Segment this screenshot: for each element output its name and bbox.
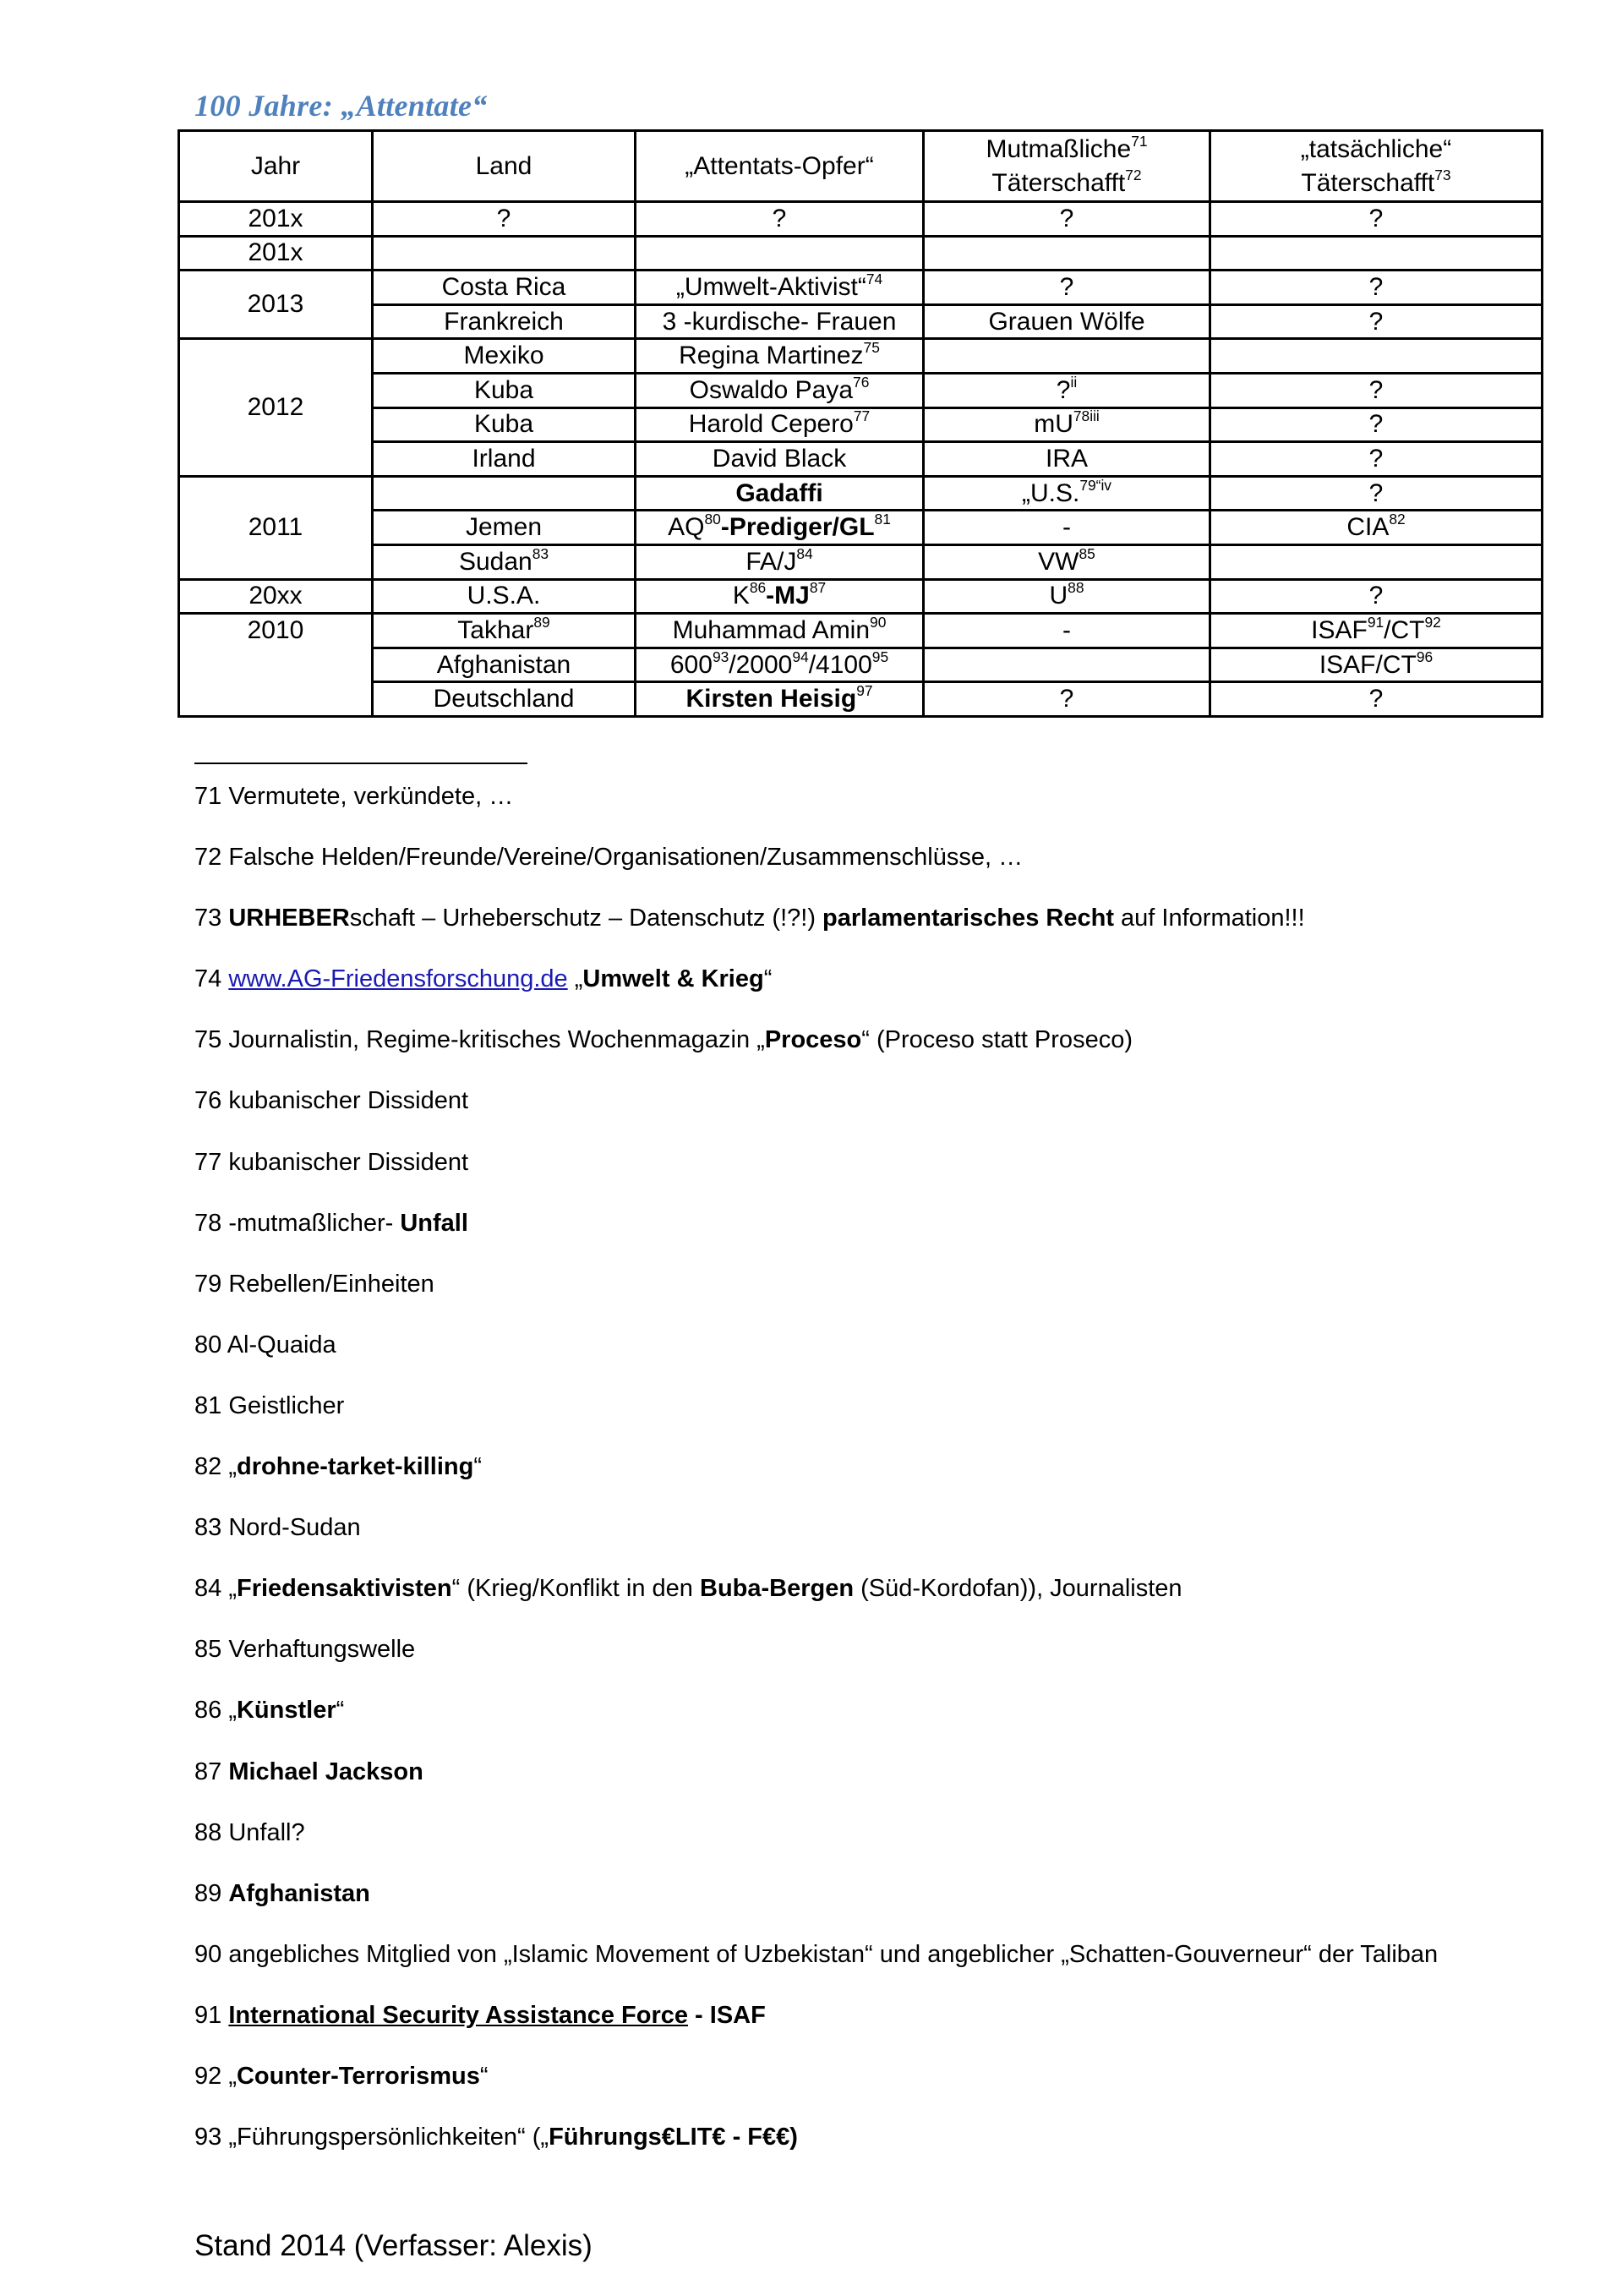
table-row [179,373,1543,407]
cell-jahr: 2011 [179,476,373,579]
text-segment: “ [763,965,773,993]
table-row [179,682,1543,717]
text-segment: mU [1034,410,1073,439]
bold-text: -Prediger/GL [720,513,875,542]
bold-text: Afghanistan [228,1879,370,1907]
cell-tatsaechlich [1210,544,1543,579]
bold-text: Michael Jackson [228,1758,423,1785]
text-segment: Costa Rica [441,272,566,301]
footnote-reference: 83 [532,544,549,562]
cell-mutmasslich [924,304,1210,339]
text-segment: Jemen [465,513,543,542]
text-segment: Oswaldo Paya [689,375,854,404]
footnote-reference: 79“iv [1079,476,1112,494]
footnote-reference: ii [1070,373,1078,391]
text-segment: - [1062,513,1071,542]
text-segment: ? [772,204,787,232]
text-segment: Takhar [457,615,534,644]
cell-land [373,304,636,339]
table-row [179,271,1543,305]
text-segment: auf Information!!! [1113,905,1305,932]
cell-mutmasslich [924,407,1210,442]
cell-mutmasslich [924,614,1210,648]
bold-text: drohne-tarket-killing [236,1453,474,1481]
footnote-item [194,1558,1438,1619]
text-segment: /4100 [808,650,872,679]
text-segment: FA/J [745,547,797,576]
text-segment: Jahr [250,151,301,180]
footnote-item [194,1070,1438,1131]
cell-land [373,339,636,374]
cell-jahr: 201x [179,236,373,271]
footnote-item [194,1193,1438,1254]
footnote-item [194,1254,1438,1315]
text-segment: ? [1368,204,1384,232]
footnote-reference: 94 [792,648,809,665]
text-segment: ISAF [1311,615,1368,644]
cell-land [373,511,636,545]
text-segment: “ [336,1697,345,1725]
cell-opfer [636,407,924,442]
text-segment: ? [1059,685,1074,713]
table-row [179,304,1543,339]
footnote-item [194,766,1438,827]
header-land [373,131,636,202]
bold-text: Unfall [400,1209,468,1237]
text-segment: „ [567,965,583,993]
text-segment: Kuba [473,375,534,404]
cell-jahr: 2013 [179,271,373,339]
footnote-item [194,888,1438,948]
text-segment: 92 „ [194,2062,237,2090]
text-segment: „U.S. [1021,478,1080,507]
text-segment: Regina Martinez [679,342,864,370]
cell-land [373,682,636,717]
footnote-reference: 92 [1424,613,1441,631]
text-segment: ? [1368,375,1384,404]
text-segment: 82 „ [194,1453,237,1481]
footnote-reference: 86 [749,579,767,597]
footnote-reference: 75 [863,339,880,357]
cell-tatsaechlich [1210,304,1543,339]
text-segment: U.S.A. [467,582,541,610]
cell-mutmasslich [924,544,1210,579]
footnote-reference: 80 [704,511,721,528]
cell-tatsaechlich [1210,476,1543,511]
header-mutmassliche-taeterschaft [924,131,1210,202]
text-segment: 87 [194,1758,229,1785]
footnote-reference: 81 [874,511,891,528]
cell-mutmasslich [924,373,1210,407]
footnote-reference: 85 [1079,544,1095,562]
footnote-item [194,1375,1438,1436]
attentate-table [177,129,1543,718]
cell-jahr: 2010 [179,614,373,717]
text-segment: ISAF/CT [1319,650,1417,679]
cell-opfer [636,271,924,305]
footnote-separator [194,763,527,764]
footnote-reference: 89 [533,613,550,631]
footnote-reference: 88 [1068,579,1084,597]
table-row [179,579,1543,614]
text-segment: 89 [194,1879,229,1907]
footnote-reference: 77 [853,407,871,425]
text-segment: 79 Rebellen/Einheiten [194,1270,434,1298]
bold-text: parlamentarisches Recht [822,905,1114,932]
bold-text: Kirsten Heisig [685,685,857,713]
text-segment: Muhammad Amin [672,615,871,644]
text-segment: ? [496,204,511,232]
bold-text: Künstler [236,1697,336,1725]
cell-land [373,579,636,614]
text-segment: 77 kubanischer Dissident [194,1148,469,1176]
text-segment: VW [1038,547,1079,576]
cell-tatsaechlich [1210,271,1543,305]
text-segment: “ (Krieg/Konflikt in den [451,1575,700,1603]
footnote-item [194,1802,1438,1863]
table-row [179,614,1543,648]
text-segment: Deutschland [433,685,575,713]
cell-opfer [636,339,924,374]
footnote-reference: 74 [866,270,883,287]
footnote-reference: 96 [1416,648,1434,665]
cell-land [373,202,636,237]
text-segment: 90 angebliches Mitglied von „Islamic Movement of Uzbekistan“ und angeblicher „Schatten-Gouverneur“ der Taliban [194,1940,1439,1968]
bold-text: -MJ [766,582,810,610]
text-segment: 78 -mutmaßlicher- [194,1209,401,1237]
text-segment: /CT [1384,615,1425,644]
text-segment: 71 Vermutete, verkündete, … [194,783,514,810]
text-segment: 83 Nord-Sudan [194,1514,361,1542]
table-row [179,202,1543,237]
table-row [179,476,1543,511]
text-segment: ? [1368,685,1384,713]
footnote-reference: 76 [853,373,870,391]
cell-tatsaechlich [1210,442,1543,477]
cell-opfer [636,236,924,271]
header-jahr [179,131,373,202]
footnote-item [194,2046,1438,2107]
text-segment: 76 kubanischer Dissident [194,1087,469,1115]
cell-opfer [636,544,924,579]
cell-land [373,271,636,305]
text-segment: Frankreich [444,307,564,336]
cell-land [373,648,636,682]
text-segment: „Attentats-Opfer“ [685,151,874,180]
bold-text: Proceso [764,1026,862,1054]
text-segment: Sudan [458,547,532,576]
cell-mutmasslich [924,202,1210,237]
text-segment: “ [479,2062,489,2090]
text-segment: David Black [712,444,847,473]
footnote-item [194,1863,1438,1924]
table-row [179,339,1543,374]
cell-land [373,236,636,271]
cell-tatsaechlich [1210,648,1543,682]
footnote-reference: 95 [871,648,889,665]
footnote-reference: 91 [1367,613,1384,631]
footnote-list [194,766,1438,2168]
text-segment: ? [1368,272,1384,301]
bold-text: Friedensaktivisten [236,1575,452,1603]
text-segment: Grauen Wölfe [988,307,1145,336]
table-row [179,544,1543,579]
text-segment: schaft – Urheberschutz – Datenschutz (!?!) [349,905,823,932]
cell-jahr: 2012 [179,339,373,476]
cell-land [373,373,636,407]
footnote-reference: 72 [1125,166,1142,183]
bold-text: Buba-Bergen [700,1575,855,1603]
text-segment: Afghanistan [436,650,571,679]
table-row [179,511,1543,545]
text-segment: ? [1368,582,1384,610]
cell-mutmasslich [924,339,1210,374]
table-row [179,236,1543,271]
table-body [179,202,1543,717]
footnote-reference: 90 [870,613,887,631]
table-row [179,407,1543,442]
text-segment: „tatsächliche“ [1300,134,1452,163]
text-segment: ? [1056,375,1071,404]
cell-tatsaechlich [1210,682,1543,717]
cell-tatsaechlich [1210,407,1543,442]
footnote-reference: 73 [1434,166,1451,183]
cell-mutmasslich [924,682,1210,717]
footnote-reference: 93 [712,648,729,665]
text-segment: 85 Verhaftungswelle [194,1636,416,1664]
text-segment: IRA [1045,444,1088,473]
footnote-reference: 78iii [1073,407,1100,425]
header-tatsaechliche-taeterschaft [1210,131,1543,202]
table-header-row [179,131,1543,202]
text-segment: 72 Falsche Helden/Freunde/Vereine/Organisationen/Zusammenschlüsse, … [194,844,1024,872]
text-segment: Täterschafft [1301,168,1435,197]
text-segment: 600 [669,650,713,679]
text-segment: AQ [668,513,705,542]
bold-text: - ISAF [688,2001,766,2029]
bold-text: Umwelt & Krieg [582,965,764,993]
footnote-reference: 87 [809,579,827,597]
footnote-reference: 97 [856,682,873,700]
text-segment: Land [475,151,532,180]
cell-opfer [636,579,924,614]
text-segment: 74 [194,965,229,993]
text-segment: U [1049,582,1068,610]
text-segment: ? [1059,204,1074,232]
text-segment: “ (Proceso statt Proseco) [861,1026,1133,1054]
text-segment: “ [473,1453,483,1481]
text-segment: ? [1059,272,1074,301]
cell-opfer [636,511,924,545]
text-segment: ? [1368,478,1384,507]
text-segment: Täterschafft [991,168,1126,197]
cell-mutmasslich [924,511,1210,545]
text-segment: 84 „ [194,1575,237,1603]
cell-jahr: 20xx [179,579,373,614]
text-segment: - [1062,615,1071,644]
cell-opfer [636,476,924,511]
cell-mutmasslich [924,442,1210,477]
footnote-reference: 71 [1131,132,1148,150]
cell-opfer [636,648,924,682]
cell-land [373,476,636,511]
bold-text: Counter-Terrorismus [236,2062,480,2090]
footnote-reference: 82 [1389,511,1406,528]
cell-land [373,614,636,648]
footnote-item [194,948,1438,1009]
text-segment: Harold Cepero [688,410,854,439]
cell-mutmasslich [924,579,1210,614]
text-segment: 81 Geistlicher [194,1391,345,1419]
cell-tatsaechlich [1210,202,1543,237]
footnote-item [194,1680,1438,1741]
text-segment: 3 -kurdische- Frauen [662,307,897,336]
cell-opfer [636,442,924,477]
external-link[interactable]: www.AG-Friedensforschung.de [228,965,568,993]
cell-mutmasslich [924,236,1210,271]
cell-land [373,407,636,442]
footnote-item [194,1985,1438,2046]
footnote-item [194,1436,1438,1497]
text-segment: /2000 [729,650,793,679]
cell-jahr: 201x [179,202,373,237]
text-segment: ? [1368,444,1384,473]
text-segment: 73 [194,905,229,932]
text-segment: Kuba [473,410,534,439]
footnote-item [194,1741,1438,1802]
footnote-item [194,1924,1438,1985]
bold-text: International Security Assistance Force [228,2001,688,2029]
footnote-item [194,1132,1438,1193]
text-segment: K [732,582,750,610]
text-segment: ? [1368,410,1384,439]
text-segment: CIA [1346,513,1390,542]
cell-land [373,544,636,579]
cell-mutmasslich [924,476,1210,511]
text-segment: (Süd-Kordofan)), Journalisten [854,1575,1182,1603]
page-title: 100 Jahre: „Attentate“ [194,89,488,123]
footnote-item [194,1619,1438,1680]
cell-opfer [636,614,924,648]
header-opfer [636,131,924,202]
cell-tatsaechlich [1210,579,1543,614]
bold-text: Gadaffi [735,478,823,507]
table-row [179,648,1543,682]
cell-opfer [636,373,924,407]
text-segment: 75 Journalistin, Regime-kritisches Wochenmagazin „ [194,1026,765,1054]
text-segment: 86 „ [194,1697,237,1725]
bold-text: Führungs€LIT€ - F€€) [549,2124,798,2151]
text-segment: Mexiko [463,342,544,370]
footnote-item [194,1315,1438,1375]
cell-tatsaechlich [1210,614,1543,648]
text-segment: „Umwelt-Aktivist“ [675,272,866,301]
footnote-item [194,827,1438,888]
footnote-reference: 84 [796,544,813,562]
text-segment: 93 „Führungspersönlichkeiten“ („ [194,2124,549,2151]
table-row [179,442,1543,477]
cell-tatsaechlich [1210,373,1543,407]
cell-mutmasslich [924,271,1210,305]
cell-tatsaechlich [1210,511,1543,545]
footnote-item [194,1009,1438,1070]
text-segment: 80 Al-Quaida [194,1331,336,1358]
footnote-item [194,1497,1438,1558]
text-segment: Mutmaßliche [986,134,1132,163]
text-segment: 91 [194,2001,229,2029]
document-status-line: Stand 2014 (Verfasser: Alexis) [194,2229,593,2262]
cell-opfer [636,304,924,339]
cell-land [373,442,636,477]
cell-mutmasslich [924,648,1210,682]
cell-tatsaechlich [1210,339,1543,374]
text-segment: Irland [472,444,536,473]
bold-text: URHEBER [228,905,350,932]
text-segment: 88 Unfall? [194,1818,305,1846]
cell-opfer [636,202,924,237]
cell-tatsaechlich [1210,236,1543,271]
footnote-item [194,2107,1438,2168]
cell-opfer [636,682,924,717]
text-segment: ? [1368,307,1384,336]
